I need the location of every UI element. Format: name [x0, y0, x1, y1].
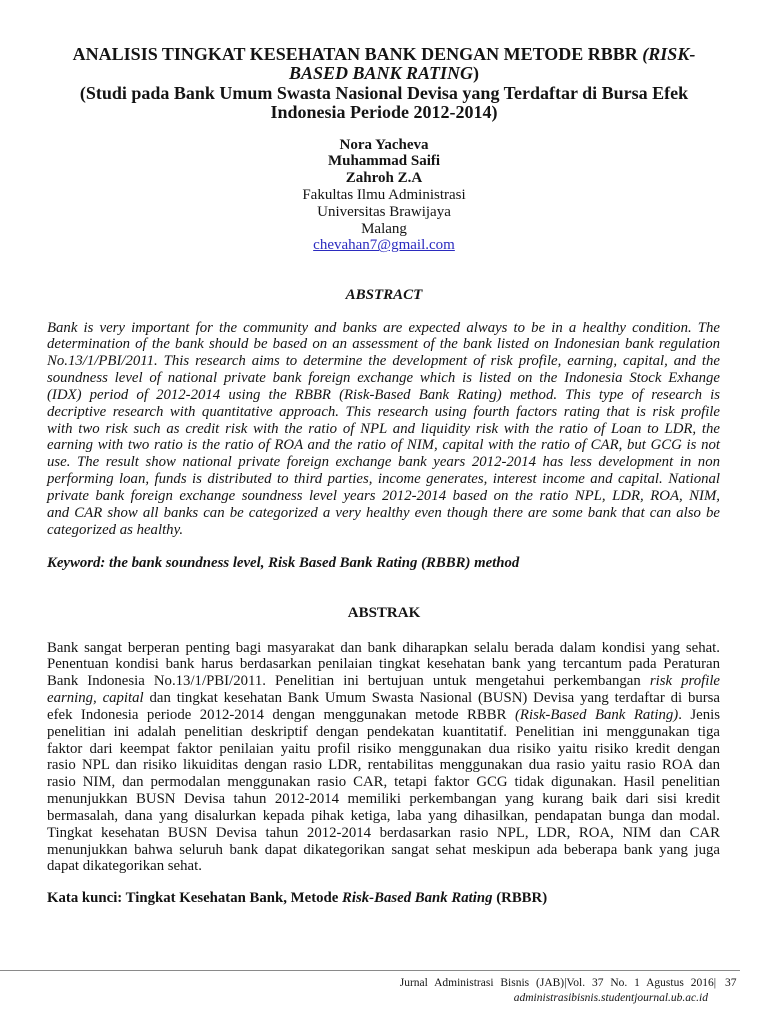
keywords-line: Keyword: the bank soundness level, Risk Based Bank Rating (RBBR) method: [47, 554, 520, 571]
text-segment: menunjukkan bahwa seluruh bank dapat dikategorikan sangat sehat meskipun ada beberapa bank yang juga: [47, 841, 720, 858]
text-segment: faktor dari keempat faktor penilaian yaitu profil risiko menggunakan dua risiko yaitu risiko kredit dengan: [47, 740, 720, 757]
text-segment: earning with two ratio is the ratio of ROA and the ratio of NIM, capital with the ratio of CAR, but GCG is not: [47, 437, 720, 454]
text-segment: ANALISIS TINGKAT KESEHATAN BANK DENGAN METODE RBBR: [72, 44, 643, 64]
text-segment: Bank sangat berperan penting bagi masyarakat dan bank diharapkan selalu berada dalam kondisi yang sehat.: [47, 639, 720, 656]
text-segment: (IDX) period of 2012-2014 using the RBBR (Risk-Based Bank Rating) method. This type of research is: [47, 386, 720, 403]
kata-kunci-line: [47, 890, 747, 907]
abstract-heading: ABSTRACT: [345, 286, 423, 303]
text-segment: penelitian ini adalah penelitian deskriptif dengan pendekatan kuantitatif. Penelitian ini menggunakan tiga: [47, 723, 720, 740]
abstract-line: [47, 522, 720, 539]
affiliation-university: Universitas Brawijaya: [317, 203, 451, 220]
text-segment: . Jenis: [678, 706, 720, 723]
text-segment: rasio NIM, dan permodalan menggunakan rasio CAR, tetapi faktor GCG tidak digunakan. Hasil penelitian: [47, 774, 720, 791]
author-name: Muhammad Saifi: [327, 153, 441, 170]
abstract-line: [47, 404, 720, 421]
abstrak-line: [47, 842, 720, 859]
title-line: [0, 103, 768, 122]
text-segment: efek Indonesia periode 2012-2014 dengan menggunakan metode RBBR: [47, 706, 515, 723]
abstract-line: [47, 320, 720, 337]
text-segment: determination of the bank should be based on an assessment of the bank listed on Indonesian bank regulation: [47, 336, 720, 353]
italic-text-segment: Risk-Based Bank Rating: [342, 889, 493, 906]
footer-website: administrasibisnis.studentjournal.ub.ac.id: [513, 992, 708, 1004]
text-segment: dapat dikategorikan sehat.: [47, 858, 202, 875]
text-segment: decriptive research with quantitative approach. This research using fourth factors rating that is risk profile: [47, 403, 720, 420]
title-line: [0, 64, 768, 83]
text-segment: dan tingkat kesehatan Bank Umum Swasta Nasional (BUSN) Devisa yang terdaftar di bursa: [143, 690, 720, 707]
abstrak-body: [47, 640, 720, 876]
text-segment: Bank is very important for the community and banks are expected always to be in a healthy condition. The: [47, 319, 720, 336]
abstrak-line: [47, 757, 720, 774]
text-segment: rasio NPL dan risiko likuiditas dengan rasio LDR, rentabilitas menggunakan dua rasio yaitu rasio ROA dan: [47, 757, 720, 774]
abstract-body: [47, 320, 720, 539]
italic-text-segment: BASED BANK RATING: [288, 63, 474, 84]
italic-text-segment: (RISK-: [642, 44, 696, 64]
text-segment: Tingkat kesehatan BUSN Devisa tahun 2012-2014 berdasarkan rasio NPL, LDR, ROA, NIM dan CAR: [47, 824, 720, 841]
footer-journal-info: Jurnal Administrasi Bisnis (JAB)|Vol. 37 No. 1 Agustus 2016|: [399, 976, 716, 989]
title-line: [0, 84, 768, 103]
abstract-line: [47, 454, 720, 471]
abstrak-line: [47, 690, 720, 707]
abstrak-line: [47, 825, 720, 842]
text-segment: Indonesia Periode 2012-2014): [270, 102, 498, 123]
abstrak-line: [47, 858, 720, 875]
abstrak-line: [47, 724, 720, 741]
paper-title: [0, 45, 768, 123]
text-segment: bermasalah, dana yang disalurkan kepada pihak ketiga, laba yang dihasilkan, pendapatan bunga dan modal.: [47, 807, 720, 824]
text-segment: (RBBR): [492, 889, 548, 906]
author-name: Nora Yacheva: [339, 136, 429, 153]
text-segment: performing loan, funds is distributed to third parties, income generates, interest income and capital. National: [47, 471, 720, 488]
abstrak-line: [47, 791, 720, 808]
abstract-line: [47, 421, 720, 438]
page-number: 37: [725, 976, 737, 989]
abstrak-line: [47, 673, 720, 690]
abstract-line: [47, 370, 720, 387]
affiliation-city: Malang: [361, 220, 407, 237]
abstract-line: [47, 505, 720, 522]
text-segment: and CAR show all banks can be categorized a very healthy even though there are some bank that can also be: [47, 504, 720, 521]
text-segment: use. The result show national private foreign exchange bank years 2012-2014 has less development in non: [47, 454, 720, 471]
title-line: [0, 45, 768, 64]
italic-text-segment: earning, capital: [47, 690, 144, 707]
author-email-row: [0, 237, 768, 254]
abstrak-line: [47, 774, 720, 791]
footer-rule: [0, 970, 740, 971]
text-segment: ): [473, 63, 480, 84]
abstrak-line: [47, 741, 720, 758]
affiliation-faculty: Fakultas Ilmu Administrasi: [302, 186, 466, 203]
abstrak-line: [47, 808, 720, 825]
abstract-line: [47, 353, 720, 370]
text-segment: menunjukkan BUSN Devisa tahun 2012-2014 memiliki perkembangan yang kurang baik dari sisi kredit: [47, 791, 720, 808]
text-segment: Bank Indonesia No.13/1/PBI/2011. Penelitian ini bertujuan untuk mengetahui perkembangan: [47, 673, 650, 690]
abstract-line: [47, 471, 720, 488]
author-email-link[interactable]: chevahan7@gmail.com: [313, 237, 455, 254]
text-segment: (Studi pada Bank Umum Swasta Nasional Devisa yang Terdaftar di Bursa Efek: [79, 82, 689, 103]
abstrak-line: [47, 707, 720, 724]
author-name: Zahroh Z.A: [345, 170, 423, 187]
abstrak-line: [47, 640, 720, 657]
text-segment: private bank foreign exchange soundness level years 2012-2014 based on the ratio NPL, LDR, ROA, NIM,: [47, 487, 720, 504]
text-segment: categorized as healthy.: [47, 521, 184, 538]
abstrak-line: [47, 656, 720, 673]
italic-text-segment: risk profile: [649, 673, 720, 690]
abstract-line: [47, 488, 720, 505]
abstract-line: [47, 437, 720, 454]
author-block: [0, 137, 768, 255]
abstract-line: [47, 387, 720, 404]
text-segment: Penentuan kondisi bank harus berdasarkan penilaian tingkat kesehatan bank yang tercantum pada Peraturan: [47, 656, 720, 673]
abstrak-heading: ABSTRAK: [347, 604, 421, 621]
text-segment: soundness level of national private bank foreign exchange which is listed on the Indonesia Stock Exhange: [47, 370, 720, 387]
italic-text-segment: (Risk-Based Bank Rating): [515, 706, 679, 723]
text-segment: with two risk such as credit risk with the ratio of NPL and liquidity risk with the ratio of Loan to LDR, the: [47, 420, 720, 437]
text-segment: Kata kunci: Tingkat Kesehatan Bank, Metode: [47, 889, 343, 906]
text-segment: No.13/1/PBI/2011. This research aims to determine the development of risk profile, earning, capital, and the: [47, 353, 720, 370]
abstract-line: [47, 336, 720, 353]
